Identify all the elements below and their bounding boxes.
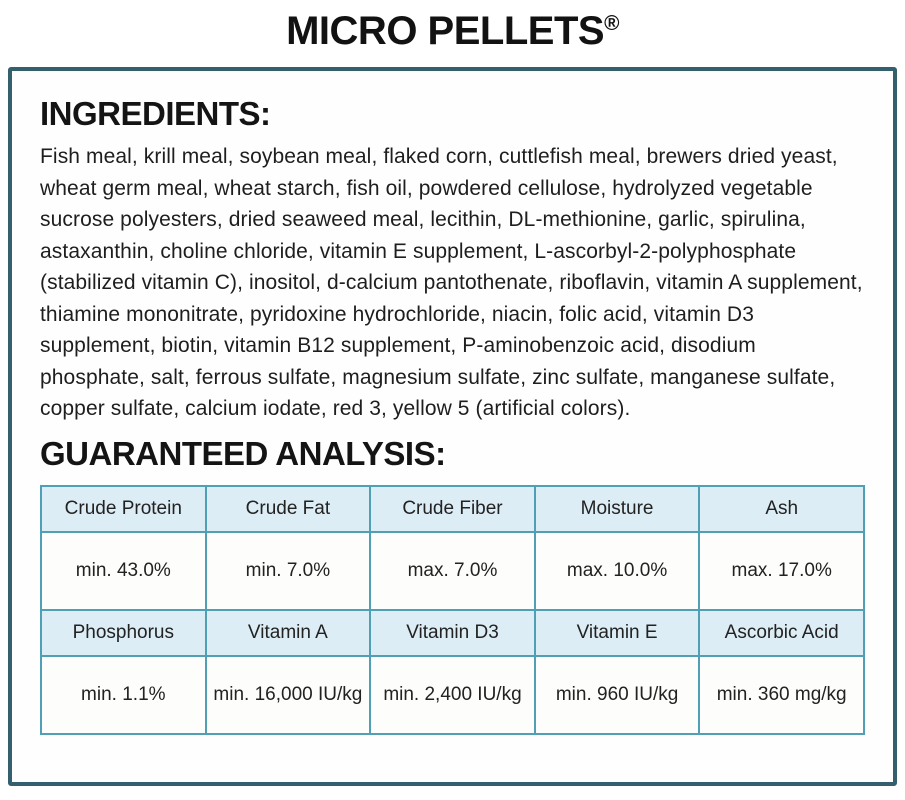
analysis-header-cell: Phosphorus (41, 610, 206, 656)
analysis-header-cell: Crude Fat (206, 486, 371, 532)
analysis-value-cell: max. 17.0% (699, 532, 864, 610)
ingredients-heading: INGREDIENTS: (40, 95, 271, 132)
analysis-header-cell: Crude Fiber (370, 486, 535, 532)
analysis-value-row (41, 656, 864, 734)
analysis-header-row (41, 486, 864, 532)
analysis-header-cell: Vitamin A (206, 610, 371, 656)
analysis-value-cell: min. 7.0% (206, 532, 371, 610)
analysis-value-cell: min. 1.1% (41, 656, 206, 734)
analysis-value-cell: max. 10.0% (535, 532, 700, 610)
analysis-header-cell: Vitamin D3 (370, 610, 535, 656)
analysis-value-row (41, 532, 864, 610)
ingredients-list-text: Fish meal, krill meal, soybean meal, flaked corn, cuttlefish meal, brewers dried yeast, wheat germ meal, wheat starch, fish oil, powdered cellulose, hydrolyzed vegetable sucrose polyesters, dried seaweed meal, lecithin, DL-methionine, garlic, spirulina, astaxanthin, choline chloride, vitamin E supplement, L-ascorbyl-2-polyphosphate (stabilized vitamin C), inositol, d-calcium pantothenate, riboflavin, vitamin A supplement, thiamine mononitrate, pyridoxine hydrochloride, niacin, folic acid, vitamin D3 supplement, biotin, vitamin B12 supplement, P-aminobenzoic acid, disodium phosphate, salt, ferrous sulfate, magnesium sulfate, zinc sulfate, manganese sulfate, copper sulfate, calcium iodate, red 3, yellow 5 (artificial colors). (40, 145, 863, 420)
analysis-header-cell: Ascorbic Acid (699, 610, 864, 656)
analysis-header-cell: Crude Protein (41, 486, 206, 532)
analysis-value-cell: min. 43.0% (41, 532, 206, 610)
label-info-box (8, 67, 897, 786)
guaranteed-analysis-table (40, 485, 865, 735)
registered-trademark-symbol: ® (604, 12, 619, 35)
analysis-header-cell: Ash (699, 486, 864, 532)
analysis-header-cell: Vitamin E (535, 610, 700, 656)
product-title (0, 0, 905, 67)
analysis-header-cell: Moisture (535, 486, 700, 532)
product-title-text: MICRO PELLETS (286, 9, 605, 53)
analysis-value-cell: max. 7.0% (370, 532, 535, 610)
guaranteed-analysis-heading: GUARANTEED ANALYSIS: (40, 434, 446, 472)
analysis-value-cell: min. 2,400 IU/kg (370, 656, 535, 734)
analysis-header-row (41, 610, 864, 656)
analysis-value-cell: min. 360 mg/kg (699, 656, 864, 734)
analysis-value-cell: min. 16,000 IU/kg (206, 656, 371, 734)
analysis-value-cell: min. 960 IU/kg (535, 656, 700, 734)
